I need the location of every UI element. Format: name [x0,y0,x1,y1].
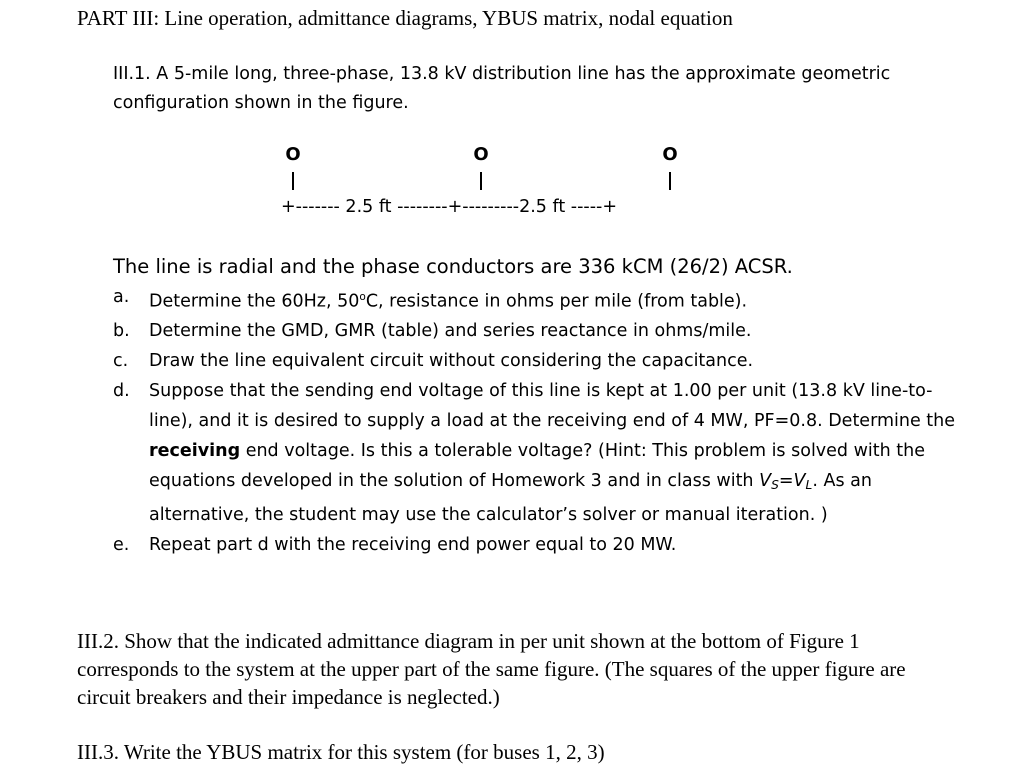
part-d-text-cont: end voltage. Is this a tolerable voltage? (Hint: This problem is solved with the equations developed in the solution of Homework 3 and in class with [149,441,926,492]
conductor-c-stem [669,172,671,190]
part-a [113,282,963,316]
part-a-text-end: C, resistance in ohms per mile (from table). [365,291,748,312]
part-label: e. [113,535,130,556]
part-d [113,376,963,530]
part-d-emphasis: receiving [149,441,241,462]
part-c-text: Draw the line equivalent circuit without considering the capacitance. [149,351,754,372]
part-b-text: Determine the GMD, GMR (table) and series reactance in ohms/mile. [149,321,752,342]
problem-1-parts [113,282,963,560]
part-a-text: Determine the 60Hz, 50 [149,291,360,312]
spacing-dimension: +------- 2.5 ft --------+---------2.5 ft -----+ [281,197,618,217]
v-l-symbol: V [793,471,806,492]
v-s-symbol: V [759,471,772,492]
part-label: c. [113,351,129,372]
part-d-text: Suppose that the sending end voltage of this line is kept at 1.00 per unit (13.8 kV line-to-line), and it is desired to supply a load at the receiving end of 4 MW, PF=0.8. Determine the [149,381,956,432]
v-s-subscript: S [771,478,779,493]
v-l-subscript: L [805,478,813,493]
section-heading: PART III: Line operation, admittance diagrams, YBUS matrix, nodal equation [77,6,733,30]
degree-mark: o [359,291,366,303]
conductor-geometry-figure [0,0,1024,230]
equals-sign: = [778,471,794,492]
part-label: b. [113,321,130,342]
problem-1-lead: The line is radial and the phase conductors are 336 kCM (26/2) ACSR. [113,255,793,278]
problem-3: III.3. Write the YBUS matrix for this system (for buses 1, 2, 3) [77,740,605,764]
problem-1-intro: III.1. A 5-mile long, three-phase, 13.8 kV distribution line has the approximate geometric configuration shown in the figure. [113,64,891,113]
conductor-b-stem [480,172,482,190]
part-label: d. [113,381,130,402]
part-e-text: Repeat part d with the receiving end power equal to 20 MW. [149,535,677,556]
part-c [113,346,963,376]
conductor-a: O [285,144,301,165]
conductor-a-stem [292,172,294,190]
conductor-b: O [473,144,489,165]
part-label: a. [113,287,130,307]
part-b [113,316,963,346]
part-e [113,530,963,560]
part-d-text-end: . As an alternative, the student may use the calculator’s solver or manual iteration. ) [149,471,872,526]
problem-2: III.2. Show that the indicated admittance diagram in per unit shown at the bottom of Figure 1 corresponds to the system at the upper part of the same figure. (The squares of the upper figure are circuit breakers and their impedance is neglected.) [77,629,906,709]
conductor-c: O [662,144,678,165]
